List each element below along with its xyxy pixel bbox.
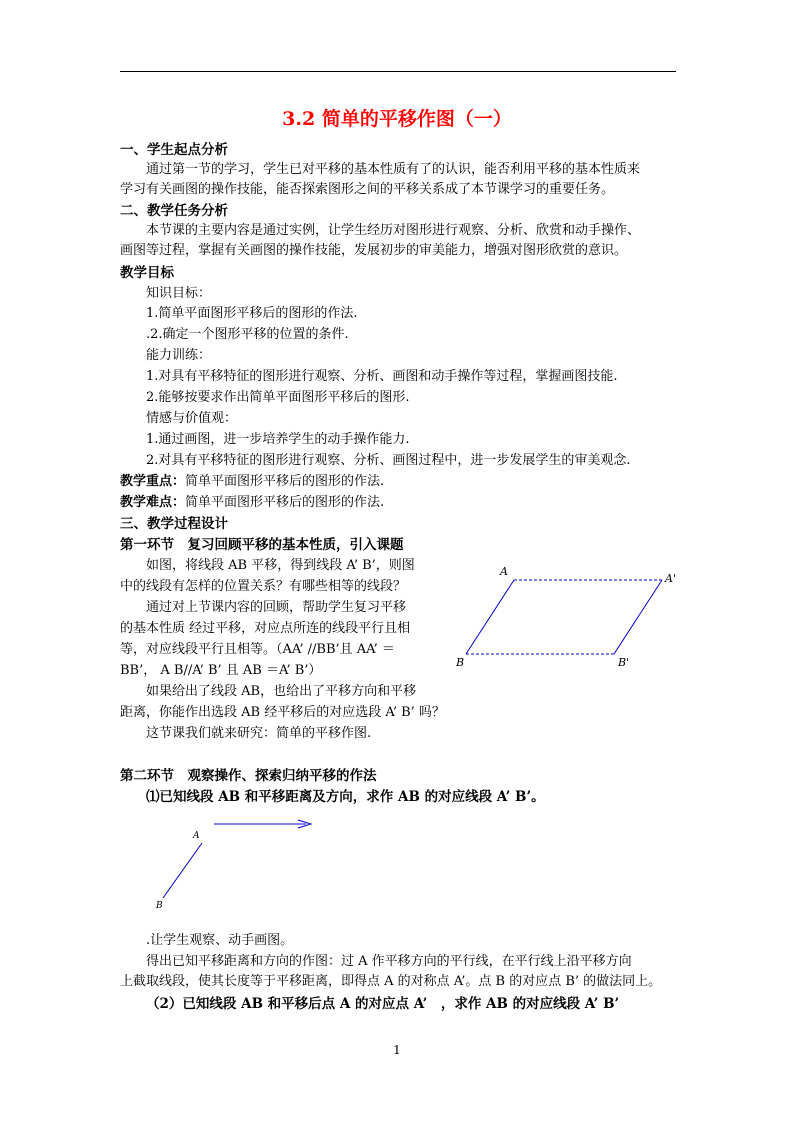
label-B1: B' [618, 656, 630, 669]
key-point-text: 简单平面图形平移后的图形的作法. [185, 474, 385, 489]
question-1: ⑴已知线段 AB 和平移距离及方向，求作 AB 的对应线段 A’ B’。 [146, 789, 545, 805]
goals-item: 2.能够按要求作出简单平面图形平移后的图形. [146, 390, 410, 405]
segment-AB-given [163, 843, 202, 898]
page-number: 1 [393, 1043, 401, 1057]
goals-item: 2.对具有平移特征的图形进行观察、分析、画图过程中，进一步发展学生的审美观念. [146, 453, 631, 468]
question-2: （2）已知线段 AB 和平移后点 A 的对应点 A’ ，求作 AB 的对应线段 A’ B’ [146, 996, 620, 1012]
paragraph-line: 这节课我们就来研究：简单的平移作图. [146, 726, 372, 741]
difficult-point-text: 简单平面图形平移后的图形的作法. [185, 495, 385, 510]
paragraph-line: 的基本性质 经过平移，对应点所连的线段平行且相 [120, 621, 411, 636]
step-1-heading: 第一环节 复习回顾平移的基本性质，引入课题 [120, 537, 404, 553]
step-2-heading: 第二环节 观察操作、探索归纳平移的作法 [120, 768, 377, 784]
paragraph-line: 距离，你能作出选段 AB 经平移后的对应选段 A’ B’ 吗？ [120, 705, 445, 720]
paragraph-line: 得出已知平移距离和方向的作图：过 A 作平移方向的平行线，在平行线上沿平移方向 [146, 954, 632, 969]
paragraph-line: BB’， A B//A’ B’ 且 AB ＝A’ B’） [120, 663, 322, 678]
page-title: 3.2 简单的平移作图（一） [282, 108, 512, 130]
goals-item: .2.确定一个图形平移的位置的条件. [146, 327, 349, 342]
label-A: A [500, 565, 508, 578]
key-point-label: 教学重点： [120, 474, 186, 489]
goals-knowledge-label: 知识目标： [146, 286, 212, 301]
paragraph-line: 中的线段有怎样的位置关系？有哪些相等的线段？ [120, 579, 407, 594]
goals-item: 1.对具有平移特征的图形进行观察、分析、画图和动手操作等过程，掌握画图技能. [146, 369, 618, 384]
paragraph-line: 学习有关画图的操作技能，能否探索图形之间的平移关系成了本节课学习的重要任务。 [120, 182, 615, 197]
paragraph-line: 通过对上节课内容的回顾，帮助学生复习平移 [146, 600, 407, 615]
goals-ability-label: 能力训练： [146, 348, 212, 363]
paragraph-line: 如果给出了线段 AB，也给出了平移方向和平移 [146, 684, 417, 699]
paragraph-line: 本节课的主要内容是通过实例，让学生经历对图形进行观察、分析、欣赏和动手操作、 [146, 223, 641, 238]
label-A1: A' [665, 572, 676, 585]
paragraph-line: 通过第一节的学习，学生已对平移的基本性质有了的认识，能否利用平移的基本性质来 [146, 162, 641, 177]
goals-heading: 教学目标 [120, 265, 174, 281]
label-B-given: B [156, 901, 163, 911]
section-heading-2: 二、教学任务分析 [120, 203, 228, 219]
paragraph-line: 画图等过程，掌握有关画图的操作技能，发展初步的审美能力，增强对图形欣赏的意识。 [120, 243, 628, 258]
difficult-point-label: 教学难点： [120, 495, 186, 510]
paragraph-line: 如图，将线段 AB 平移，得到线段 A’ B’，则图 [146, 558, 415, 573]
segment-A1B1 [614, 580, 662, 654]
segment-AB [466, 580, 514, 654]
goals-emotion-label: 情感与价值观： [146, 411, 238, 426]
paragraph-line: .让学生观察、动手画图。 [146, 933, 294, 948]
goals-item: 1.简单平面图形平移后的图形的作法. [146, 306, 358, 321]
section-heading-3: 三、教学过程设计 [120, 516, 228, 532]
goals-item: 1.通过画图，进一步培养学生的动手操作能力. [146, 432, 410, 447]
label-B: B [456, 656, 465, 669]
section-heading-1: 一、学生起点分析 [120, 142, 228, 158]
paragraph-line: 上截取线段，使其长度等于平移距离，即得点 A 的对称点 A’。点 B 的对应点 B’ 的做法同上。 [120, 974, 662, 989]
label-A-given: A [193, 831, 200, 841]
paragraph-line: 等，对应线段平行且相等。（AA’ //BB’且 AA’ ＝ [120, 642, 395, 657]
